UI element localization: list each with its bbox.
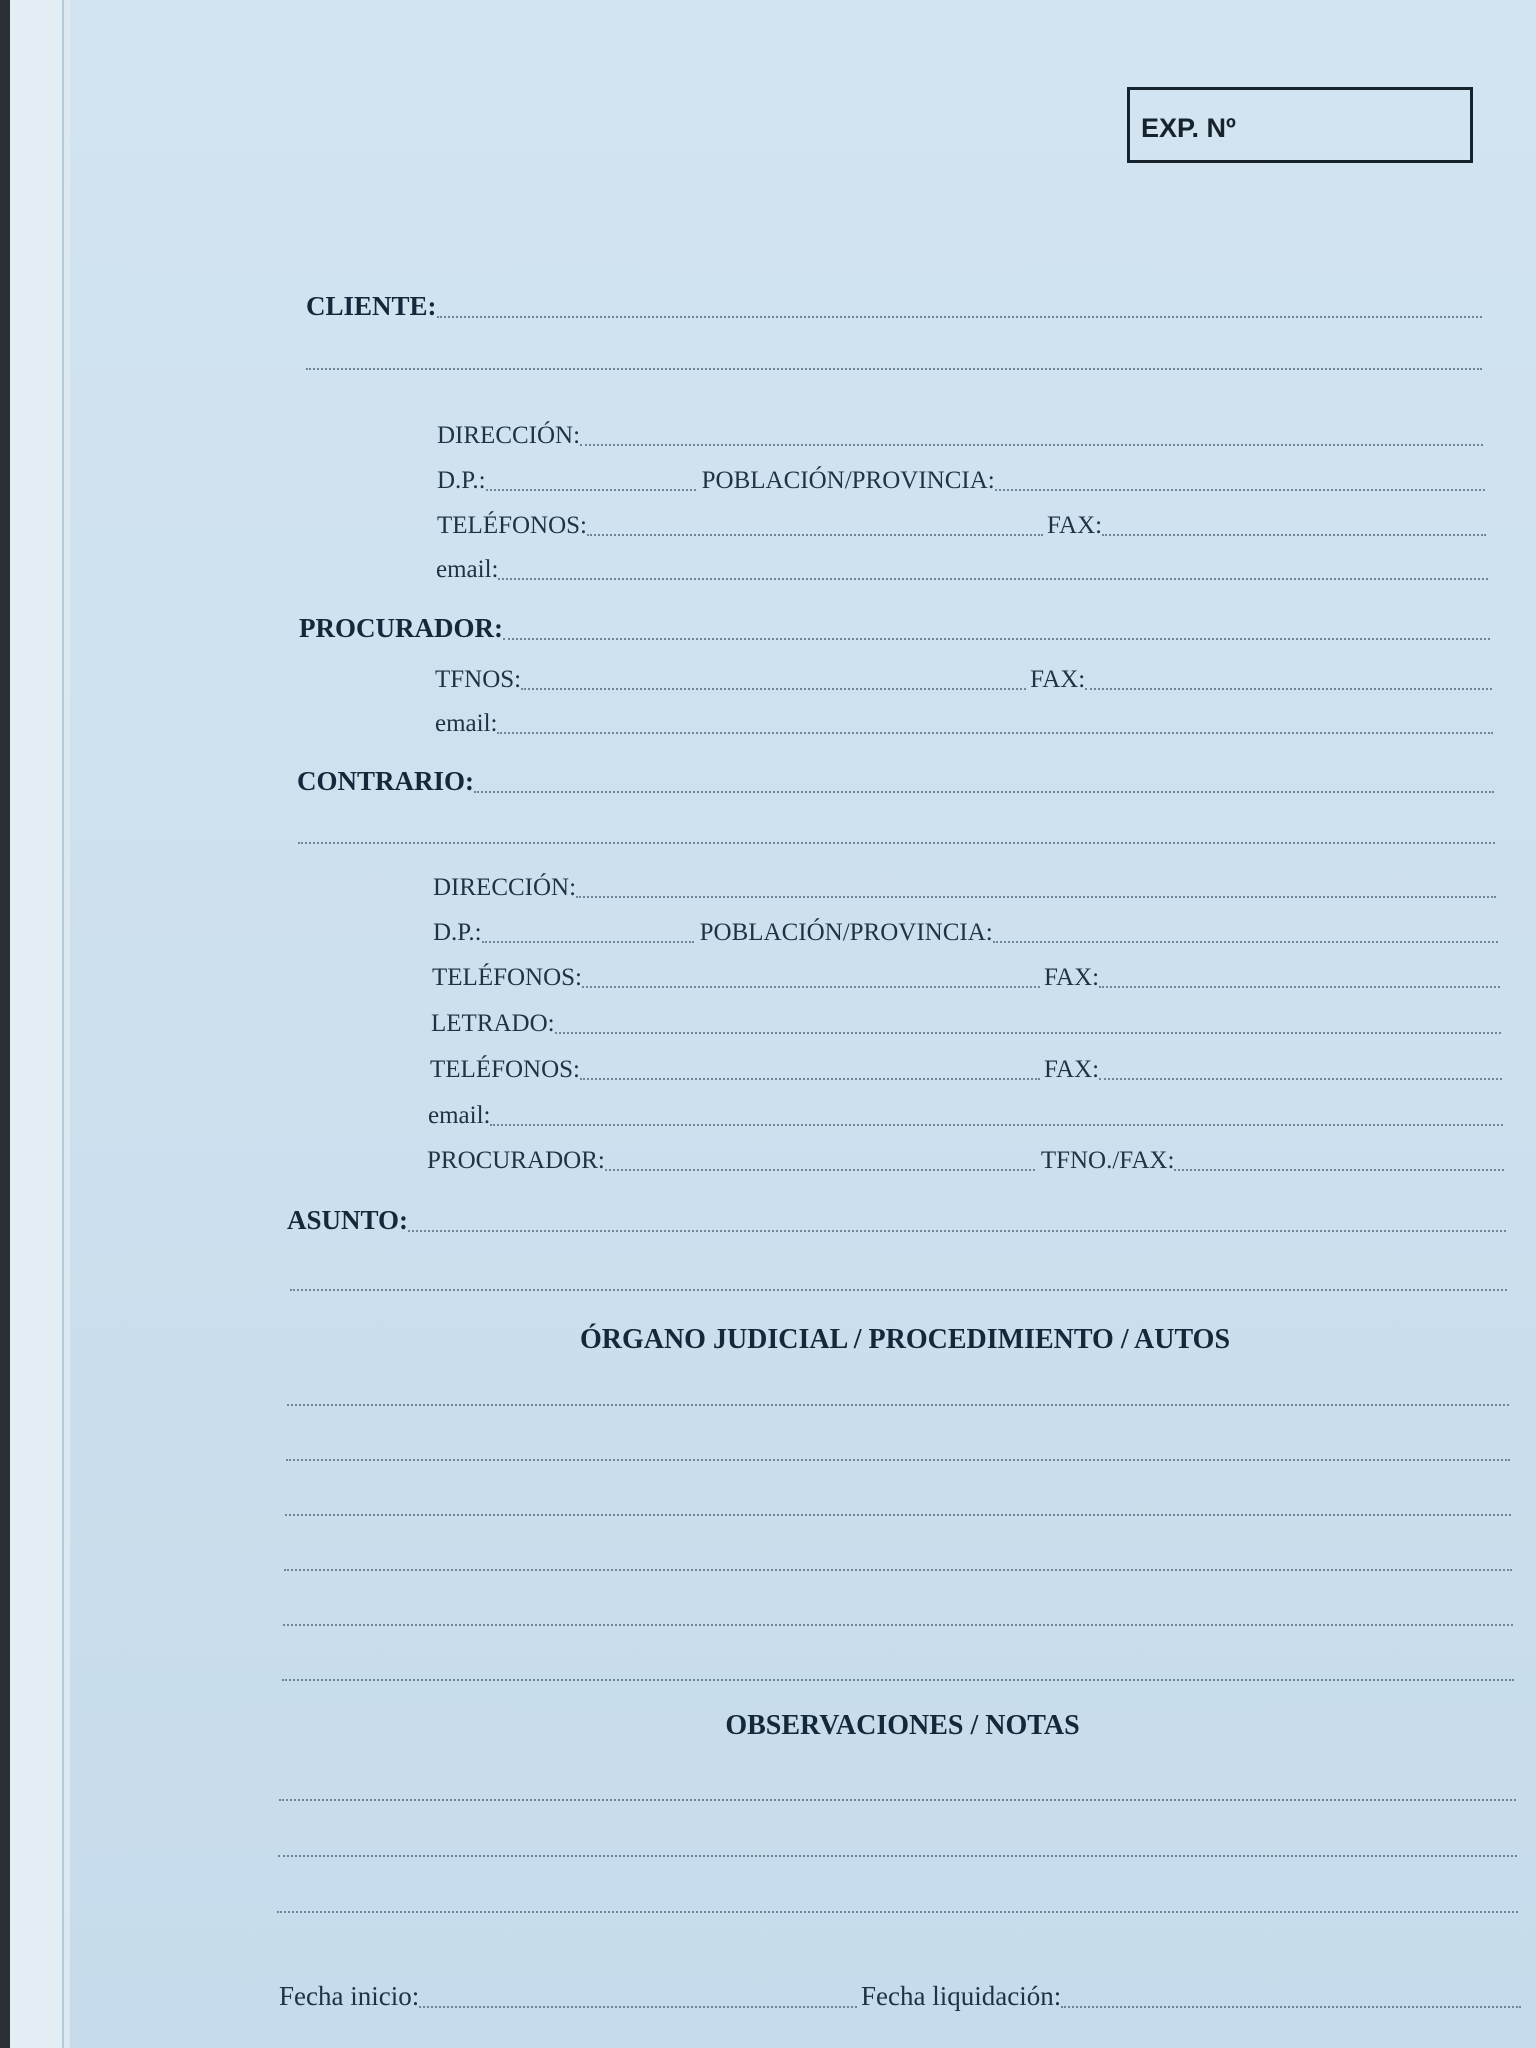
observaciones-heading: OBSERVACIONES / NOTAS [725,1710,1080,1741]
page-margin-inner [64,0,70,2048]
contrario-fax-line[interactable] [1099,986,1500,988]
cliente-dp-row [437,455,1485,495]
contrario-dp-line[interactable] [482,941,694,943]
cliente-telefonos-row [437,500,1486,540]
contrario-procurador-line[interactable] [605,1169,1035,1171]
organo-line-6[interactable] [282,1679,1514,1681]
procurador-fax-line[interactable] [1085,688,1492,690]
cliente-poblacion-line[interactable] [995,489,1485,491]
procurador-tfnos-row [435,654,1492,694]
contrario-direccion-field[interactable] [433,862,1496,902]
contrario-telefonos2-row [430,1044,1502,1084]
cliente-fax-label: FAX: [1047,512,1103,539]
cliente-line[interactable] [437,316,1482,318]
contrario-email-label: email: [428,1102,491,1129]
fecha-liquidacion-field[interactable] [861,1972,1521,2012]
contrario-line[interactable] [474,791,1494,793]
fecha-inicio-label: Fecha inicio: [279,1981,420,2011]
contrario-letrado-line[interactable] [555,1032,1501,1034]
contrario-direccion-line[interactable] [576,896,1496,898]
contrario-field[interactable] [297,757,1494,797]
organo-line-1[interactable] [287,1404,1509,1406]
binder-edge [0,0,10,2048]
organo-line-2[interactable] [286,1459,1510,1461]
cliente-line-2[interactable] [306,368,1482,370]
contrario-procurador-row [427,1135,1504,1175]
contrario-letrado-field[interactable] [431,998,1501,1038]
cliente-dp-label: D.P.: [437,467,486,494]
procurador-line[interactable] [503,638,1490,640]
observaciones-line-3[interactable] [277,1911,1518,1913]
page-margin-strip [10,0,64,2048]
exp-number-box[interactable] [1127,87,1473,163]
asunto-field[interactable] [287,1196,1506,1236]
observaciones-line-1[interactable] [279,1799,1516,1801]
procurador-email-label: email: [435,710,498,737]
contrario-poblacion-line[interactable] [993,941,1498,943]
contrario-label: CONTRARIO: [297,766,475,796]
procurador-tfnos-line[interactable] [521,688,1026,690]
contrario-telefonos-row [432,952,1500,992]
contrario-letrado-label: LETRADO: [431,1010,555,1037]
asunto-line[interactable] [408,1230,1506,1232]
cliente-direccion-label: DIRECCIÓN: [437,422,581,449]
contrario-telefonos2-label: TELÉFONOS: [430,1056,580,1083]
cliente-email-field[interactable] [436,544,1488,584]
contrario-fax2-line[interactable] [1099,1078,1502,1080]
cliente-dp-line[interactable] [486,489,696,491]
contrario-tfno-fax-label: TFNO./FAX: [1040,1147,1175,1174]
contrario-dp-row [433,907,1498,947]
cliente-poblacion-label: POBLACIÓN/PROVINCIA: [701,467,995,494]
asunto-label: ASUNTO: [287,1205,409,1235]
procurador-label: PROCURADOR: [299,613,503,643]
organo-line-3[interactable] [285,1514,1511,1516]
exp-number-label: EXP. Nº [1141,113,1236,143]
contrario-fax2-label: FAX: [1044,1056,1100,1083]
contrario-email-field[interactable] [428,1090,1503,1130]
contrario-email-line[interactable] [490,1124,1503,1126]
organo-line-4[interactable] [284,1569,1512,1571]
contrario-procurador-label: PROCURADOR: [427,1147,605,1174]
procurador-email-line[interactable] [497,732,1493,734]
fecha-liquidacion-label: Fecha liquidación: [861,1981,1062,2011]
contrario-telefonos-label: TELÉFONOS: [432,964,582,991]
procurador-email-field[interactable] [435,698,1493,738]
cliente-direccion-field[interactable] [437,410,1483,450]
organo-heading: ÓRGANO JUDICIAL / PROCEDIMIENTO / AUTOS [579,1324,1231,1355]
contrario-line-2[interactable] [298,842,1495,844]
cliente-field[interactable] [306,282,1482,322]
contrario-telefonos-line[interactable] [582,986,1040,988]
contrario-dp-label: D.P.: [433,919,482,946]
cliente-telefonos-label: TELÉFONOS: [437,512,587,539]
fecha-inicio-line[interactable] [419,2006,857,2008]
contrario-fax-label: FAX: [1044,964,1100,991]
asunto-line-2[interactable] [290,1289,1507,1291]
cliente-label: CLIENTE: [306,291,437,321]
fecha-liquidacion-line[interactable] [1061,2006,1521,2008]
observaciones-line-2[interactable] [278,1855,1517,1857]
procurador-fax-label: FAX: [1030,666,1086,693]
contrario-direccion-label: DIRECCIÓN: [433,874,577,901]
cliente-direccion-line[interactable] [580,444,1483,446]
contrario-tfno-fax-line[interactable] [1174,1169,1504,1171]
cliente-telefonos-line[interactable] [587,534,1043,536]
contrario-telefonos2-line[interactable] [580,1078,1040,1080]
cliente-fax-line[interactable] [1102,534,1486,536]
procurador-field[interactable] [299,604,1490,644]
cliente-email-label: email: [436,556,499,583]
fecha-inicio-field[interactable] [279,1972,857,2012]
cliente-email-line[interactable] [498,578,1488,580]
contrario-poblacion-label: POBLACIÓN/PROVINCIA: [699,919,993,946]
organo-line-5[interactable] [283,1624,1513,1626]
procurador-tfnos-label: TFNOS: [435,666,522,693]
